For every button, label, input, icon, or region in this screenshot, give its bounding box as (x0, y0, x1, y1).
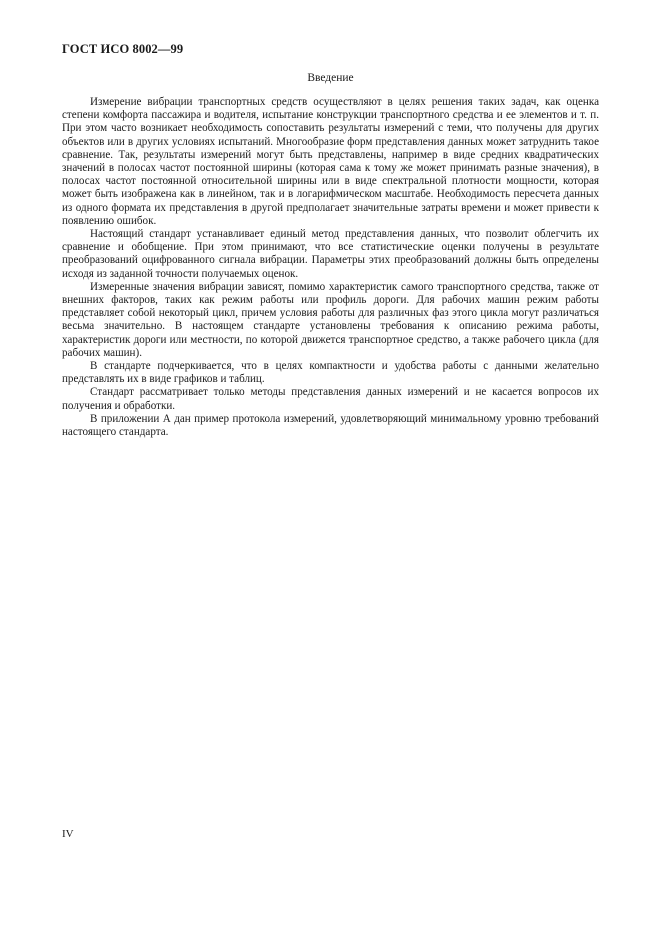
paragraph: Настоящий стандарт устанавливает единый метод представления данных, что позволит облегчить их сравнение и обобщение. При этом принимают, что все статистические оценки получены в результате преобразований оцифрованного сигнала вибрации. Параметры этих преобразований должны быть определены исходя из заданной точности получаемых оценок. (62, 228, 599, 280)
paragraph: В приложении А дан пример протокола измерений, удовлетворяющий минимальному уровню требований настоящего стандарта. (62, 412, 599, 439)
paragraph: Измерение вибрации транспортных средств осуществляют в целях решения таких задач, как оценка степени комфорта пассажира и водителя, испытание конструкции транспортного средства и ее элементов и т. п. При этом часто возникает необходимость сопоставить результаты измерений с теми, что получены для других объектов или в других условиях испытаний. Многообразие форм представления данных может затруднить такое сравнение. Так, результаты измерений могут быть представлены, например в виде средних квадратических значений в полосах частот постоянной ширины (которая сама к тому же может принимать разные значения), в полосах частот постоянной относительной ширины или в виде спектральной плотности мощности, которая может быть изображена как в линейном, так и в логарифмическом масштабе. Необходимость пересчета данных из одного формата их представления в другой предполагает значительные затраты времени и может привести к появлению ошибок. (62, 96, 599, 227)
section-title: Введение (307, 72, 354, 84)
paragraph: Измеренные значения вибрации зависят, помимо характеристик самого транспортного средства, также от внешних факторов, таких как режим работы или профиль дороги. Для рабочих машин режим работы представляет собой некоторый цикл, причем условия работы для различных фаз этого цикла могут различаться весьма значительно. В настоящем стандарте установлены требования к описанию режима работы, характеристик дороги или местности, по которой движется транспортное средство, а также рабочего цикла (для рабочих машин). (62, 280, 599, 359)
paragraph: В стандарте подчеркивается, что в целях компактности и удобства работы с данными желательно представлять их в виде графиков и таблиц. (62, 360, 599, 386)
document-code-header: ГОСТ ИСО 8002—99 (62, 42, 184, 56)
page-number: IV (62, 828, 74, 840)
introduction-body (62, 96, 599, 439)
paragraph: Стандарт рассматривает только методы представления данных измерений и не касается вопросов их получения и обработки. (62, 386, 599, 412)
